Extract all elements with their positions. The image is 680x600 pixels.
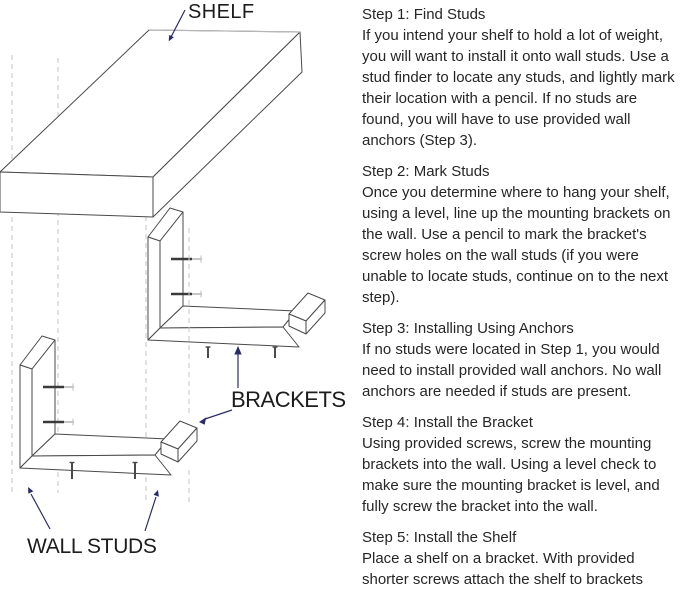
step-4 [362, 412, 680, 517]
step-3 [362, 318, 680, 402]
step-4-body: Using provided screws, screw the mounting brackets into the wall. Using a level check to make sure the mounting bracket is level, and fully screw the bracket into the wall. [362, 435, 660, 515]
bracket-upper [148, 208, 325, 347]
wall-studs-label: WALL STUDS [27, 535, 157, 558]
brackets-arrow-up-icon [234, 346, 241, 388]
step-1-title: Step 1: Find Studs [362, 6, 486, 23]
loose-screws-upper [206, 347, 278, 358]
step-1-body: If you intend your shelf to hold a lot of weight, you will want to install it onto wall studs. Use a stud finder to locate any studs, and lightly mark their location with a pencil. If no studs are found, you will have to use provided wall anchors (Step 3). [362, 27, 675, 149]
wall-studs-arrow-left-icon [28, 487, 50, 529]
instructions-panel [362, 4, 680, 600]
step-4-title: Step 4: Install the Bracket [362, 414, 533, 431]
step-3-body: If no studs were located in Step 1, you would need to install provided wall anchors. No wall anchors are needed if studs are present. [362, 341, 662, 400]
step-5-body: Place a shelf on a bracket. With provided shorter screws attach the shelf to brackets [362, 550, 643, 588]
step-2 [362, 161, 680, 308]
step-5-title: Step 5: Install the Shelf [362, 529, 517, 546]
brackets-label: BRACKETS [231, 387, 346, 412]
step-2-body: Once you determine where to hang your shelf, using a level, line up the mounting brackets on the wall. Use a pencil to mark the bracket's screw holes on the wall studs (if you were unable to locate studs, continue on to the next step). [362, 184, 671, 306]
bracket-lower [20, 336, 197, 475]
step-2-title: Step 2: Mark Studs [362, 163, 490, 180]
shelf-front-face [0, 172, 153, 217]
step-1 [362, 4, 680, 151]
wall-studs-arrow-right-icon [145, 490, 159, 531]
shelf-label: SHELF [188, 1, 255, 23]
installation-diagram [0, 0, 360, 556]
step-5 [362, 527, 680, 590]
shelf-drawing [0, 30, 302, 217]
step-3-title: Step 3: Installing Using Anchors [362, 320, 574, 337]
brackets-arrow-down-icon [199, 410, 232, 425]
